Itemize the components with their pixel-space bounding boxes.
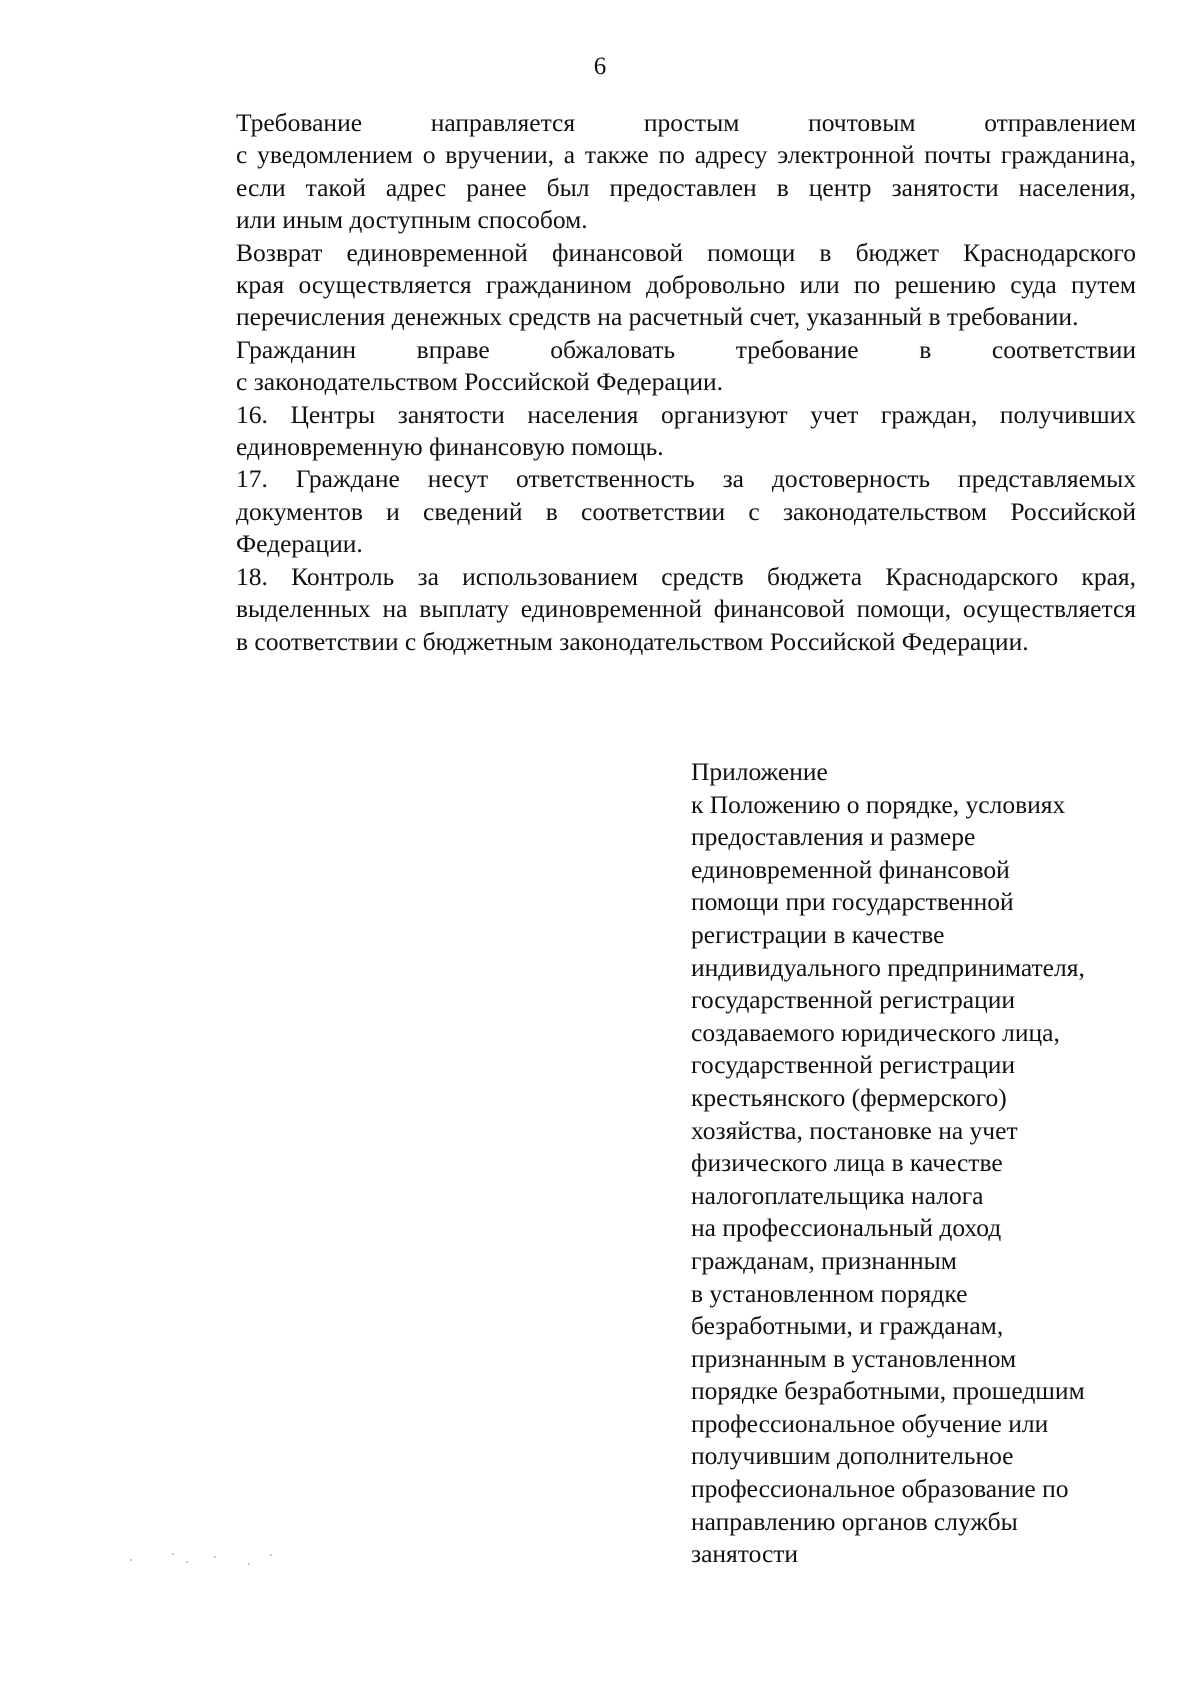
paragraph-17 — [162, 463, 1136, 560]
appendix-heading-block — [691, 756, 1161, 1571]
text-line: единовременную финансовую помощь. — [236, 432, 664, 462]
scan-speck — [186, 1561, 188, 1563]
appendix-line: профессиональное обучение или — [691, 1408, 1049, 1438]
text-line: если такой адрес ранее был предоставлен в центр занятости населения, — [236, 172, 1136, 202]
appendix-line: направлению органов службы — [691, 1506, 1018, 1536]
appendix-line: занятости — [691, 1539, 799, 1569]
text-line: Требование направляется простым почтовым отправлением — [236, 108, 1136, 137]
appendix-line: регистрации в качестве — [691, 919, 945, 949]
appendix-line: крестьянского (фермерского) — [691, 1082, 1007, 1112]
text-line: или иным доступным способом. — [236, 205, 588, 235]
appendix-line: единовременной финансовой — [691, 854, 1010, 884]
text-line: перечисления денежных средств на расчетный счет, указанный в требовании. — [236, 302, 1079, 332]
page-number: 6 — [593, 53, 607, 80]
text-line: 16. Центры занятости населения организуют учет граждан, получивших — [236, 399, 1136, 429]
appendix-line: государственной регистрации — [691, 985, 1016, 1015]
paragraph-appeal — [162, 334, 1136, 399]
paragraph-refund — [162, 237, 1136, 334]
appendix-title: Приложение — [691, 757, 828, 786]
text-line: в соответствии с бюджетным законодательством Российской Федерации. — [236, 626, 1029, 656]
appendix-line: предоставления и размере — [691, 822, 976, 852]
scan-speck — [248, 1563, 250, 1565]
document-body — [162, 107, 1136, 658]
appendix-line: безработными, и гражданам, — [691, 1311, 1004, 1341]
text-line: с уведомлением о вручении, а также по адресу электронной почты гражданина, — [236, 140, 1136, 170]
scan-specks — [120, 1545, 290, 1569]
appendix-line: признанным в установленном — [691, 1343, 1017, 1373]
text-line: 17. Граждане несут ответственность за достоверность представляемых — [236, 464, 1136, 494]
appendix-line: получившим дополнительное — [691, 1441, 1014, 1471]
appendix-line: индивидуального предпринимателя, — [691, 952, 1085, 982]
scan-speck — [270, 1554, 272, 1556]
appendix-line: хозяйства, постановке на учет — [691, 1115, 1018, 1145]
scan-speck — [214, 1556, 216, 1558]
appendix-line: профессиональное образование по — [691, 1474, 1069, 1504]
appendix-line: на профессиональный доход — [691, 1213, 1002, 1243]
text-line: 18. Контроль за использованием средств бюджета Краснодарского края, — [236, 561, 1136, 591]
scan-speck — [172, 1553, 174, 1555]
text-line: с законодательством Российской Федерации. — [236, 367, 723, 397]
text-line: Гражданин вправе обжаловать требование в соответствии — [236, 334, 1136, 364]
text-line: Возврат единовременной финансовой помощи в бюджет Краснодарского — [236, 237, 1136, 267]
appendix-line: гражданам, признанным — [691, 1245, 957, 1275]
appendix-line: физического лица в качестве — [691, 1148, 1003, 1178]
paragraph-16 — [162, 399, 1136, 464]
appendix-line: создаваемого юридического лица, — [691, 1017, 1060, 1047]
appendix-line: в установленном порядке — [691, 1278, 968, 1308]
appendix-line: порядке безработными, прошедшим — [691, 1376, 1085, 1406]
appendix-line: государственной регистрации — [691, 1050, 1016, 1080]
appendix-line: налогоплательщика налога — [691, 1180, 984, 1210]
text-line: Федерации. — [236, 529, 363, 559]
appendix-line: помощи при государственной — [691, 887, 1014, 917]
text-line: документов и сведений в соответствии с законодательством Российской — [236, 496, 1136, 526]
appendix-line: к Положению о порядке, условиях — [691, 789, 1066, 819]
scan-speck — [130, 1559, 132, 1561]
paragraph-18 — [162, 561, 1136, 658]
text-line: края осуществляется гражданином добровольно или по решению суда путем — [236, 270, 1136, 300]
paragraph-requirement-delivery — [162, 107, 1136, 237]
text-line: выделенных на выплату единовременной финансовой помощи, осуществляется — [236, 594, 1136, 624]
